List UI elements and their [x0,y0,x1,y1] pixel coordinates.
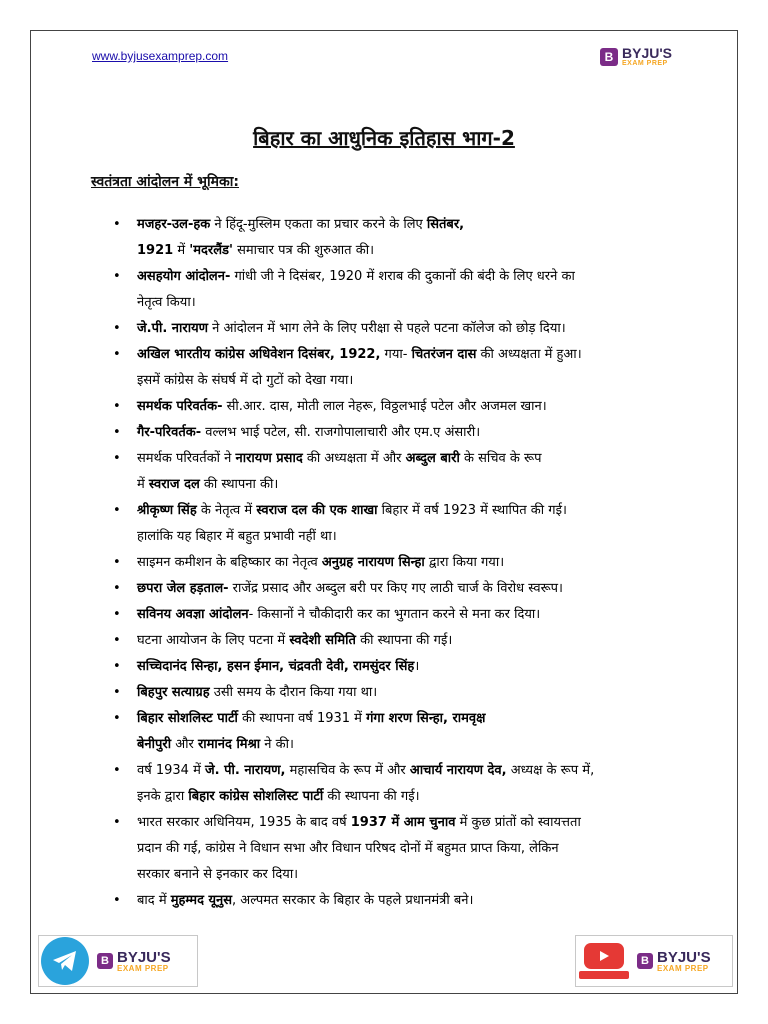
bold-text: मुहम्मद यूनुस [170,893,233,908]
bullet-line [137,654,688,680]
bold-text: बिहपुर सत्याग्रह [137,685,210,700]
bullet-item [113,316,688,342]
text: गया- [380,347,412,362]
text: समाचार पत्र की शुरुआत की। [232,243,374,258]
byjus-brand-text: BYJU'S [117,948,171,966]
bullet-line [137,368,688,394]
bold-text: गैर-परिवर्तक- [137,425,202,440]
bold-text: असहयोग आंदोलन- [137,269,231,284]
bullet-list [113,212,688,914]
bold-text: 1921 [137,243,174,258]
bold-text: बेनीपुरी [137,737,172,752]
bold-text: गंगा शरण सिन्हा, रामवृक्ष [366,711,486,726]
bullet-item [113,342,688,394]
bullet-item [113,446,688,498]
youtube-banner[interactable] [575,935,733,987]
bullet-item [113,212,688,264]
byjus-sub-text: EXAM PREP [657,963,709,973]
bold-text: आचार्य नारायण देव, [409,763,507,778]
bold-text: मजहर-उल-हक [137,217,211,232]
text: की स्थापना की गई। [355,633,453,648]
bullet-item [113,550,688,576]
bullet-line [137,680,688,706]
bullet-line [137,576,688,602]
bold-text: स्वराज दल की एक शाखा [256,503,378,518]
byjus-sub-text: EXAM PREP [622,60,668,67]
footer-left-logo [97,950,171,973]
text: उसी समय के दौरान किया गया था। [209,685,378,700]
text: भारत सरकार अधिनियम, 1935 के बाद वर्ष [137,815,351,830]
text: और [171,737,198,752]
bullet-item [113,394,688,420]
bold-text: रामानंद मिश्रा [197,737,261,752]
text: सरकार बनाने से इनकार कर दिया। [137,867,299,882]
bullet-line [137,498,688,524]
bullet-line [137,784,688,810]
bold-text: जे.पी. नारायण [137,321,209,336]
bold-text: सविनय अवज्ञा आंदोलन [137,607,249,622]
bullet-line [137,472,688,498]
bold-text: छपरा जेल हड़ताल- [137,581,229,596]
text: - किसानों ने चौकीदारी कर का भुगतान करने से मना कर दिया। [248,607,541,622]
telegram-banner[interactable] [38,935,198,987]
text: में कुछ प्रांतों को स्वायत्तता [455,815,581,830]
text: इनके द्वारा [137,789,189,804]
telegram-icon [41,937,89,985]
bold-text: स्वदेशी समिति [289,633,356,648]
text: की अध्यक्षता में हुआ। [476,347,582,362]
bold-text: नारायण प्रसाद [235,451,303,466]
bullet-item [113,680,688,706]
text: घटना आयोजन के लिए पटना में [137,633,290,648]
bullet-item [113,602,688,628]
bold-text: बिहार कांग्रेस सोशलिस्ट पार्टी [188,789,324,804]
bullet-line [137,732,688,758]
bullet-item [113,758,688,810]
bullet-item [113,264,688,316]
byjus-brand-text: BYJU'S [657,948,711,966]
text: इसमें कांग्रेस के संघर्ष में दो गुटों को देखा गया। [137,373,354,388]
byjus-logo-mark: B [97,953,113,969]
bold-text: श्रीकृष्ण सिंह [137,503,197,518]
byjus-logo-mark: B [600,48,618,66]
bullet-line [137,264,688,290]
bold-text: समर्थक परिवर्तक- [137,399,223,414]
bullet-line [137,446,688,472]
text: अध्यक्ष के रूप में, [506,763,595,778]
bullet-item [113,628,688,654]
bullet-item [113,420,688,446]
bullet-item [113,888,688,914]
bullet-line [137,420,688,446]
bullet-item [113,654,688,680]
bullet-line [137,342,688,368]
bullet-line [137,550,688,576]
bullet-line [137,758,688,784]
bullet-line [137,862,688,888]
text: की अध्यक्षता में और [302,451,406,466]
text: ने आंदोलन में भाग लेने के लिए परीक्षा से पहले पटना कॉलेज को छोड़ दिया। [208,321,566,336]
text: । [414,659,420,674]
bullet-line [137,810,688,836]
footer-right-logo [637,950,711,973]
text: बाद में [137,893,171,908]
text: में [137,477,149,492]
bullet-item [113,576,688,602]
byjus-sub-text: EXAM PREP [117,963,169,973]
bold-text: अखिल भारतीय कांग्रेस अधिवेशन दिसंबर, 1922, [137,347,381,362]
text: की स्थापना वर्ष 1931 में [237,711,367,726]
bold-text: अनुग्रह नारायण सिन्हा [321,555,425,570]
text: की स्थापना की गई। [323,789,420,804]
bold-text: जे. पी. नारायण, [205,763,286,778]
bullet-line [137,524,688,550]
text: वल्लभ भाई पटेल, सी. राजगोपालाचारी और एम.ए अंसारी। [201,425,481,440]
text: सी.आर. दास, मोती लाल नेहरू, विठ्ठलभाई पटेल और अजमल खान। [222,399,547,414]
bold-text: स्वराज दल [148,477,200,492]
text: के नेतृत्व में [196,503,257,518]
bullet-line [137,888,688,914]
text: समर्थक परिवर्तकों ने [137,451,236,466]
website-link[interactable]: www.byjusexamprep.com [92,49,229,63]
bullet-item [113,498,688,550]
text: , अल्पमत सरकार के बिहार के पहले प्रधानमंत्री बने। [232,893,474,908]
text: महासचिव के रूप में और [285,763,410,778]
text: की स्थापना की। [199,477,279,492]
text: बिहार में वर्ष 1923 में स्थापित की गई। [377,503,567,518]
text: वर्ष 1934 में [137,763,205,778]
section-subtitle: स्वतंत्रता आंदोलन में भूमिका: [91,174,239,190]
text: के सचिव के रूप [459,451,542,466]
text: द्वारा किया गया। [424,555,505,570]
text: ने हिंदू-मुस्लिम एकता का प्रचार करने के लिए [210,217,427,232]
youtube-icon [579,941,633,981]
bold-text: बिहार सोशलिस्ट पार्टी [137,711,238,726]
bullet-line [137,628,688,654]
text: गांधी जी ने दिसंबर, 1920 में शराब की दुकानों की बंदी के लिए धरने का [230,269,575,284]
bullet-item [113,706,688,758]
text: हालांकि यह बिहार में बहुत प्रभावी नहीं था। [137,529,337,544]
bold-text: चितरंजन दास [411,347,477,362]
byjus-logo-mark: B [637,953,653,969]
bold-text: 'मदरलैंड' [189,243,233,258]
bold-text: अब्दुल बारी [405,451,460,466]
bullet-line [137,836,688,862]
bullet-line [137,238,688,264]
text: प्रदान की गई, कांग्रेस ने विधान सभा और विधान परिषद दोनों में बहुमत प्राप्त किया, लेकिन [137,841,559,856]
bullet-line [137,706,688,732]
bullet-line [137,394,688,420]
bullet-line [137,212,688,238]
bold-text: सितंबर, [426,217,465,232]
bullet-line [137,602,688,628]
byjus-header-logo [600,46,672,67]
text: ने की। [260,737,294,752]
page-title: बिहार का आधुनिक इतिहास भाग-2 [253,126,515,150]
bullet-item [113,810,688,888]
bold-text: सच्चिदानंद सिन्हा, हसन ईमान, चंद्रवती देवी, रामसुंदर सिंह [137,659,415,674]
text: साइमन कमीशन के बहिष्कार का नेतृत्व [137,555,322,570]
bullet-line [137,316,688,342]
bold-text: 1937 में आम चुनाव [350,815,456,830]
text: में [173,243,190,258]
byjus-brand-text: BYJU'S [622,45,673,61]
bullet-line [137,290,688,316]
text: नेतृत्व किया। [137,295,196,310]
text: राजेंद्र प्रसाद और अब्दुल बरी पर किए गए लाठी चार्ज के विरोध स्वरूप। [228,581,563,596]
